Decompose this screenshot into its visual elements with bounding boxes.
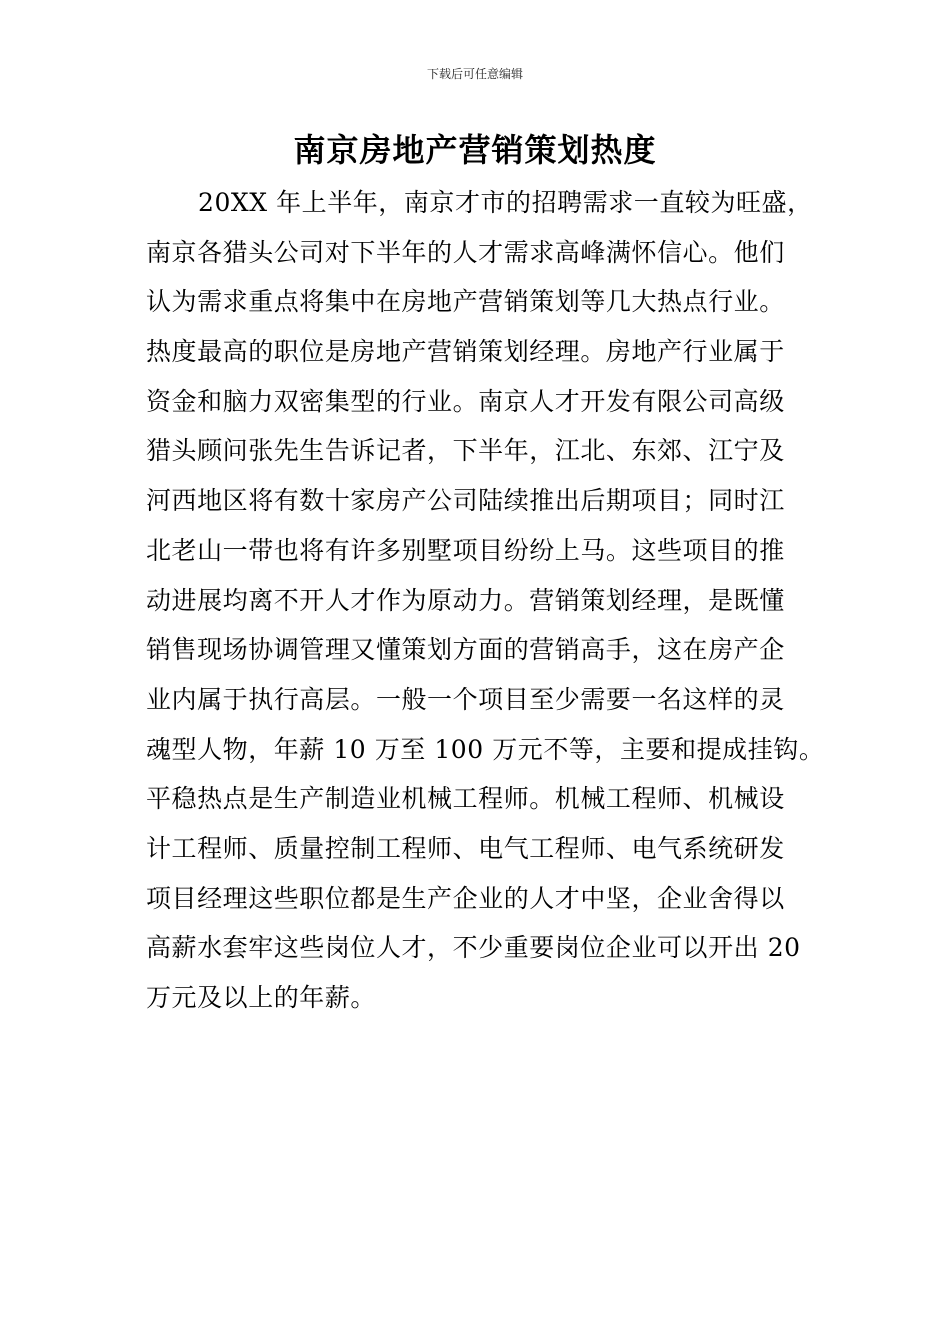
body-line: 河西地区将有数十家房产公司陆续推出后期项目；同时江 [146,486,785,516]
body-line: 销售现场协调管理又懂策划方面的营销高手，这在房产企 [146,635,785,665]
body-line: 项目经理这些职位都是生产企业的人才中坚，企业舍得以 [146,883,785,913]
document-title: 南京房地产营销策划热度 [293,131,657,169]
body-line: 南京各猎头公司对下半年的人才需求高峰满怀信心。他们 [146,237,785,267]
body-line: 猎头顾问张先生告诉记者，下半年，江北、东郊、江宁及 [146,436,785,466]
body-line: 魂型人物，年薪 10 万至 100 万元不等，主要和提成挂钩。 [146,734,825,764]
body-line: 计工程师、质量控制工程师、电气工程师、电气系统研发 [146,833,785,863]
body-line: 平稳热点是生产制造业机械工程师。机械工程师、机械设 [146,784,785,814]
article-body [146,178,825,1023]
body-line: 业内属于执行高层。一般一个项目至少需要一名这样的灵 [146,684,785,714]
body-line: 北老山一带也将有许多别墅项目纷纷上马。这些项目的推 [146,535,785,565]
body-line: 万元及以上的年薪。 [146,983,376,1012]
body-line: 20XX 年上半年，南京才市的招聘需求一直较为旺盛， [198,188,813,217]
header-note: 下载后可任意编辑 [426,67,523,81]
body-line: 认为需求重点将集中在房地产营销策划等几大热点行业。 [146,287,785,317]
body-line: 动进展均离不开人才作为原动力。营销策划经理，是既懂 [146,585,785,615]
body-line: 热度最高的职位是房地产营销策划经理。房地产行业属于 [146,337,785,367]
body-line: 资金和脑力双密集型的行业。南京人才开发有限公司高级 [146,386,785,416]
body-line: 高薪水套牢这些岗位人才，不少重要岗位企业可以开出 20 [146,933,801,963]
